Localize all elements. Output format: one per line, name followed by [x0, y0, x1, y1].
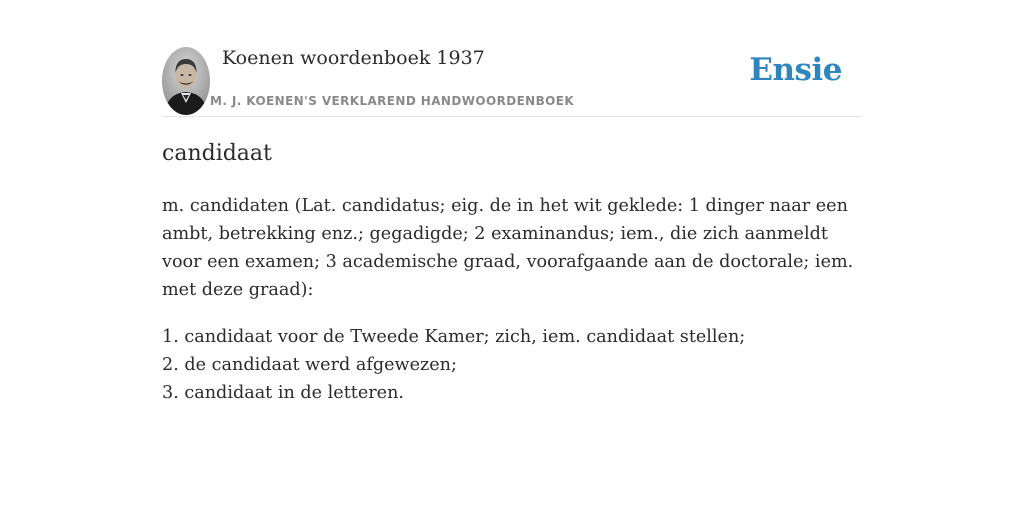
entry-definition: m. candidaten (Lat. candidatus; eig. de in het wit geklede: 1 dinger naar een ambt, betrekking enz.; gegadigde; 2 examinandus; iem., die zich aanmeldt voor een examen; 3 academische graad, voorafgaande aan de doctorale; iem. met deze graad): — [162, 196, 854, 300]
entry-headword: candidaat — [162, 141, 272, 166]
example-list — [162, 323, 862, 407]
author-portrait — [162, 47, 210, 115]
example-item: 2. de candidaat werd afgewezen; — [162, 355, 457, 375]
dictionary-title[interactable]: Koenen woordenboek 1937 — [222, 47, 485, 69]
ensie-logo-link[interactable]: Ensie — [749, 52, 842, 88]
dictionary-header — [162, 46, 862, 117]
example-item: 3. candidaat in de letteren. — [162, 383, 404, 403]
example-item: 1. candidaat voor de Tweede Kamer; zich, iem. candidaat stellen; — [162, 327, 746, 347]
portrait-image — [162, 47, 210, 115]
dictionary-subtitle: M. J. KOENEN'S VERKLAREND HANDWOORDENBOEK — [210, 94, 575, 108]
